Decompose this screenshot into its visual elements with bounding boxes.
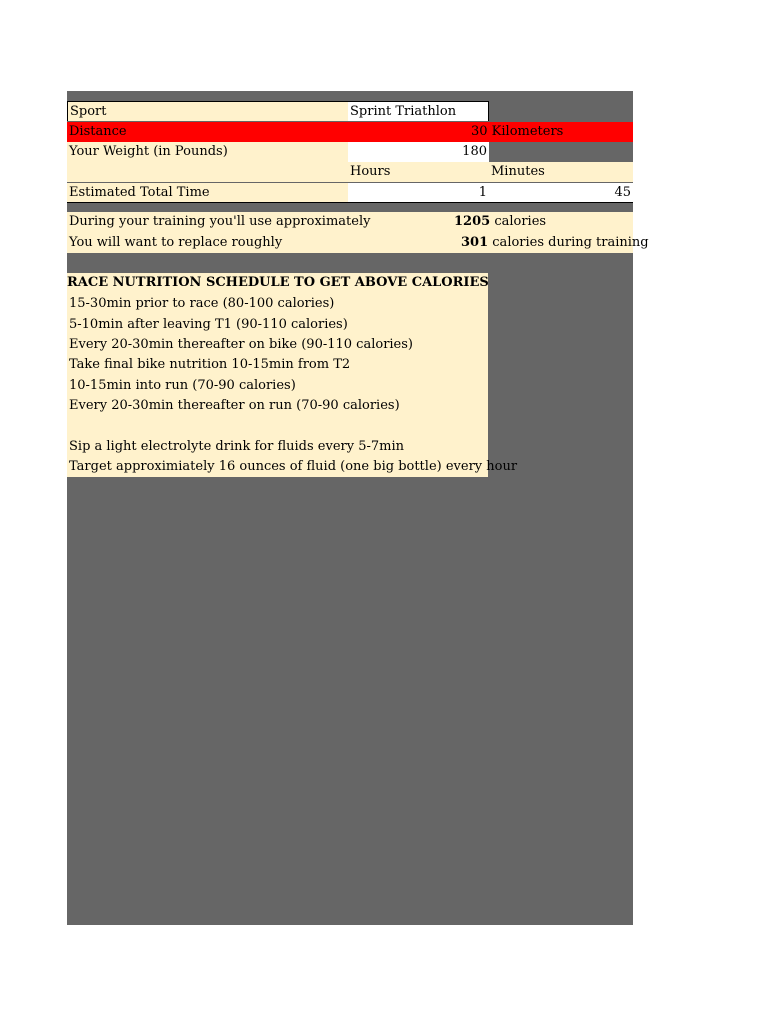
replace-label: You will want to replace roughly xyxy=(69,235,283,250)
hours-header: Hours xyxy=(348,162,489,182)
schedule-item: Every 20-30min thereafter on run (70-90 calories) xyxy=(69,398,400,413)
distance-value[interactable]: 30 Kilometers xyxy=(407,122,633,142)
schedule-item xyxy=(67,416,488,436)
spreadsheet-area xyxy=(67,91,649,925)
use-value: 1205 xyxy=(454,214,491,229)
blank-label-cell xyxy=(67,162,348,182)
time-label: Estimated Total Time xyxy=(67,183,348,203)
schedule-title: RACE NUTRITION SCHEDULE TO GET ABOVE CALORIES xyxy=(67,275,489,290)
weight-label: Your Weight (in Pounds) xyxy=(67,142,348,162)
distance-label: Distance xyxy=(67,122,407,142)
weight-input[interactable]: 180 xyxy=(348,142,489,162)
replace-unit: calories during training xyxy=(492,235,649,250)
use-label: During your training you'll use approximately xyxy=(69,214,371,229)
replace-result xyxy=(459,233,649,253)
use-unit: calories xyxy=(494,214,547,229)
minutes-header: Minutes xyxy=(489,162,633,182)
use-result xyxy=(452,212,633,232)
schedule-item: 5-10min after leaving T1 (90-110 calories) xyxy=(69,317,348,332)
replace-value: 301 xyxy=(461,235,489,250)
schedule-item: 15-30min prior to race (80-100 calories) xyxy=(69,296,335,311)
schedule-item: Sip a light electrolyte drink for fluids every 5-7min xyxy=(69,439,405,454)
minutes-input[interactable]: 45 xyxy=(489,183,633,203)
schedule-item: 10-15min into run (70-90 calories) xyxy=(69,378,296,393)
sport-input[interactable]: Sprint Triathlon xyxy=(348,101,489,121)
sport-label: Sport xyxy=(67,101,348,121)
schedule-item: Take final bike nutrition 10-15min from T2 xyxy=(69,357,351,372)
schedule-item: Target approximiately 16 ounces of fluid (one big bottle) every hour xyxy=(69,459,518,474)
schedule-item: Every 20-30min thereafter on bike (90-110 calories) xyxy=(69,337,413,352)
hours-input[interactable]: 1 xyxy=(348,183,489,203)
